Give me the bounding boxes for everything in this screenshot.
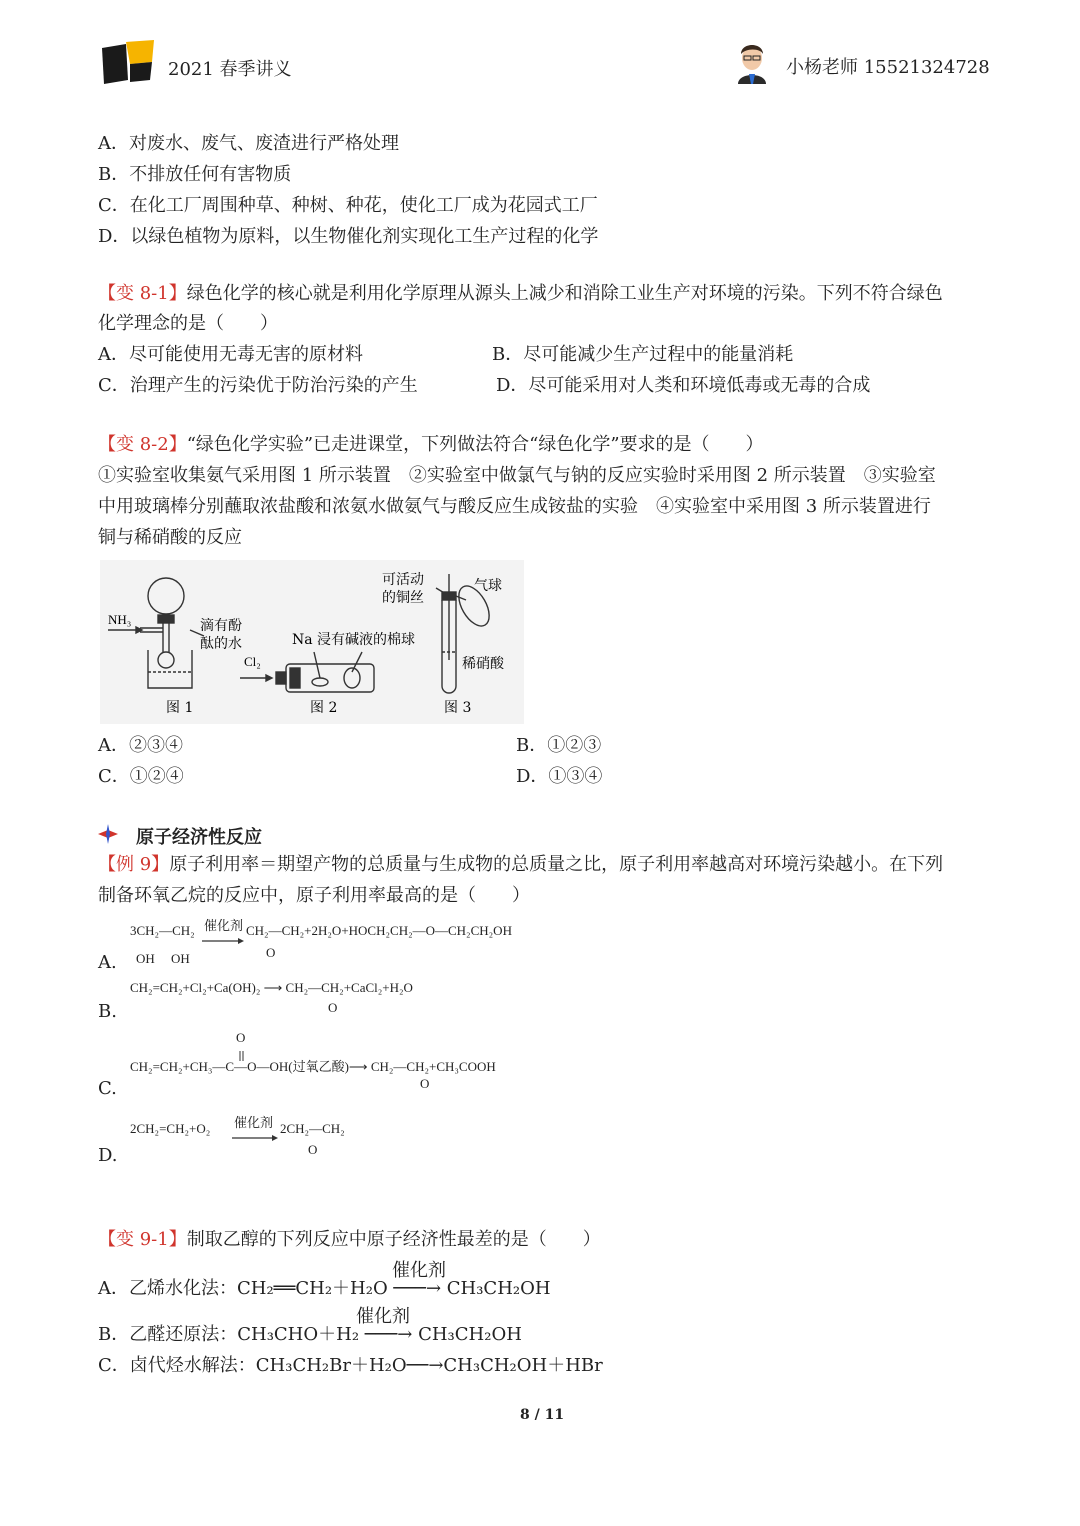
label-water-2: 酞的水 (200, 636, 242, 652)
q8-option-d: D．以绿色植物为原料，以生物催化剂实现化工生产过程的化学 (98, 226, 599, 247)
ex9-b-equation: CH₂=CH₂+Cl₂+Ca(OH)₂ ⟶ CH₂—CH₂+CaCl₂+H₂O (130, 980, 413, 995)
ex9-a-ring-o: O (266, 945, 276, 960)
v82-stem-text: “绿色化学实验”已走进课堂，下列做法符合“绿色化学”要求的是（ ） (186, 434, 764, 455)
v82-stem-line3: 中用玻璃棒分别蘸取浓盐酸和浓氨水做氨气与酸反应生成铵盐的实验 ④实验室中采用图 3 所示装置进行 (98, 496, 931, 517)
label-dilute-nitric-acid: 稀硝酸 (462, 656, 504, 672)
v81-option-d: D．尽可能采用对人类和环境低毒或无毒的合成 (496, 375, 871, 396)
ex9-stem-line2: 制备环氧乙烷的反应中，原子利用率最高的是（ ） (98, 885, 530, 906)
v91-b-catalyst: 催化剂 (356, 1306, 410, 1327)
ex9-option-a-label: A. (98, 952, 117, 973)
v81-option-a: A．尽可能使用无毒无害的原材料 (98, 344, 363, 365)
ex9-option-b-label: B. (98, 1001, 117, 1022)
label-fig2: 图 2 (310, 700, 338, 716)
v91-tag: 【变 9-1】 (98, 1229, 187, 1250)
label-balloon: 气球 (474, 578, 502, 594)
apparatus-figure (100, 560, 524, 724)
ex9-b-ring-o: O (328, 1000, 338, 1015)
v91-stem (98, 1228, 601, 1252)
v81-tag: 【变 8-1】 (98, 283, 187, 304)
ex9-tag: 【例 9】 (98, 854, 170, 875)
ex9-a-reactant: 3CH₂—CH₂ (130, 923, 195, 938)
label-water-1: 滴有酚 (200, 618, 242, 634)
q8-option-a: A．对废水、废气、废渣进行严格处理 (98, 133, 399, 154)
v82-option-c: C．①②④ (98, 766, 184, 787)
v81-stem-line2: 化学理念的是（ ） (98, 313, 278, 334)
label-na-cotton: Na 浸有碱液的棉球 (292, 632, 416, 648)
ex9-a-oh: OH OH (136, 951, 190, 966)
ex9-a-catalyst: 催化剂 (204, 918, 244, 933)
v82-option-b: B．①②③ (516, 735, 602, 756)
v91-a-catalyst: 催化剂 (392, 1260, 446, 1281)
v82-option-a: A．②③④ (98, 735, 183, 756)
v91-option-b: B．乙醛还原法：CH₃CHO＋H₂ ───→ CH₃CH₂OH (98, 1324, 522, 1345)
q8-option-b: B．不排放任何有害物质 (98, 164, 292, 185)
teacher-avatar (732, 38, 772, 90)
ex9-stem-line1 (98, 853, 943, 877)
teacher-contact: 小杨老师 15521324728 (786, 57, 990, 78)
label-cl2: Cl₂ (244, 654, 261, 669)
ex9-a-arrow (202, 930, 244, 949)
q8-option-c: C．在化工厂周围种草、种树、种花，使化工厂成为花园式工厂 (98, 195, 598, 216)
ex9-option-c-label: C. (98, 1078, 117, 1099)
header-title: 2021 春季讲义 (168, 59, 292, 80)
label-fig3: 图 3 (444, 700, 472, 716)
ex9-d-arrow (232, 1127, 278, 1146)
ex9-c-equation: CH₂=CH₂+CH₃—C—O—OH(过氧乙酸)⟶ CH₂—CH₂+CH₃COOH (130, 1059, 496, 1074)
page-number: 8 / 11 (520, 1407, 565, 1423)
v82-stem-line2: ①实验室收集氨气采用图 1 所示装置 ②实验室中做氯气与钠的反应实验时采用图 2 所示装置 ③实验室 (98, 465, 936, 486)
apparatus-drawing (100, 560, 524, 724)
label-wire-2: 的铜丝 (382, 590, 424, 606)
ex9-d-product: 2CH₂—CH₂ (280, 1121, 345, 1136)
v82-tag: 【变 8-2】 (98, 434, 187, 455)
v82-stem-line1 (98, 433, 764, 457)
ex9-c-ring-o: O (420, 1076, 430, 1091)
v82-stem-line4: 铜与稀硝酸的反应 (98, 527, 242, 548)
ex9-c-top-o: O (236, 1030, 246, 1045)
ex9-d-ring-o: O (308, 1142, 318, 1157)
label-nh3: NH₃ (108, 612, 132, 627)
v81-stem-line1 (98, 282, 943, 306)
ex9-d-catalyst: 催化剂 (234, 1115, 274, 1130)
label-fig1: 图 1 (166, 700, 194, 716)
v81-stem-text: 绿色化学的核心就是利用化学原理从源头上减少和消除工业生产对环境的污染。下列不符合绿色 (186, 283, 943, 304)
ex9-option-d-label: D. (98, 1145, 118, 1166)
section-bullet-icon (98, 824, 120, 848)
v81-option-b: B．尽可能减少生产过程中的能量消耗 (492, 344, 794, 365)
v81-option-c: C．治理产生的污染优于防治污染的产生 (98, 375, 418, 396)
ex9-stem-text: 原子利用率＝期望产物的总质量与生成物的总质量之比，原子利用率越高对环境污染越小。在下列 (169, 854, 944, 875)
label-wire-1: 可活动 (382, 572, 424, 588)
ex9-d-reactant: 2CH₂=CH₂+O₂ (130, 1121, 211, 1136)
v91-option-c: C．卤代烃水解法：CH₃CH₂Br＋H₂O──→CH₃CH₂OH＋HBr (98, 1355, 603, 1376)
section-title: 原子经济性反应 (136, 827, 262, 848)
v82-option-d: D．①③④ (516, 766, 603, 787)
ex9-a-product: CH₂—CH₂+2H₂O+HOCH₂CH₂—O—CH₂CH₂OH (246, 923, 512, 938)
v91-stem-text: 制取乙醇的下列反应中原子经济性最差的是（ ） (186, 1229, 601, 1250)
v91-option-a: A．乙烯水化法：CH₂══CH₂＋H₂O ───→ CH₃CH₂OH (98, 1278, 551, 1299)
brand-logo-icon (100, 40, 156, 90)
